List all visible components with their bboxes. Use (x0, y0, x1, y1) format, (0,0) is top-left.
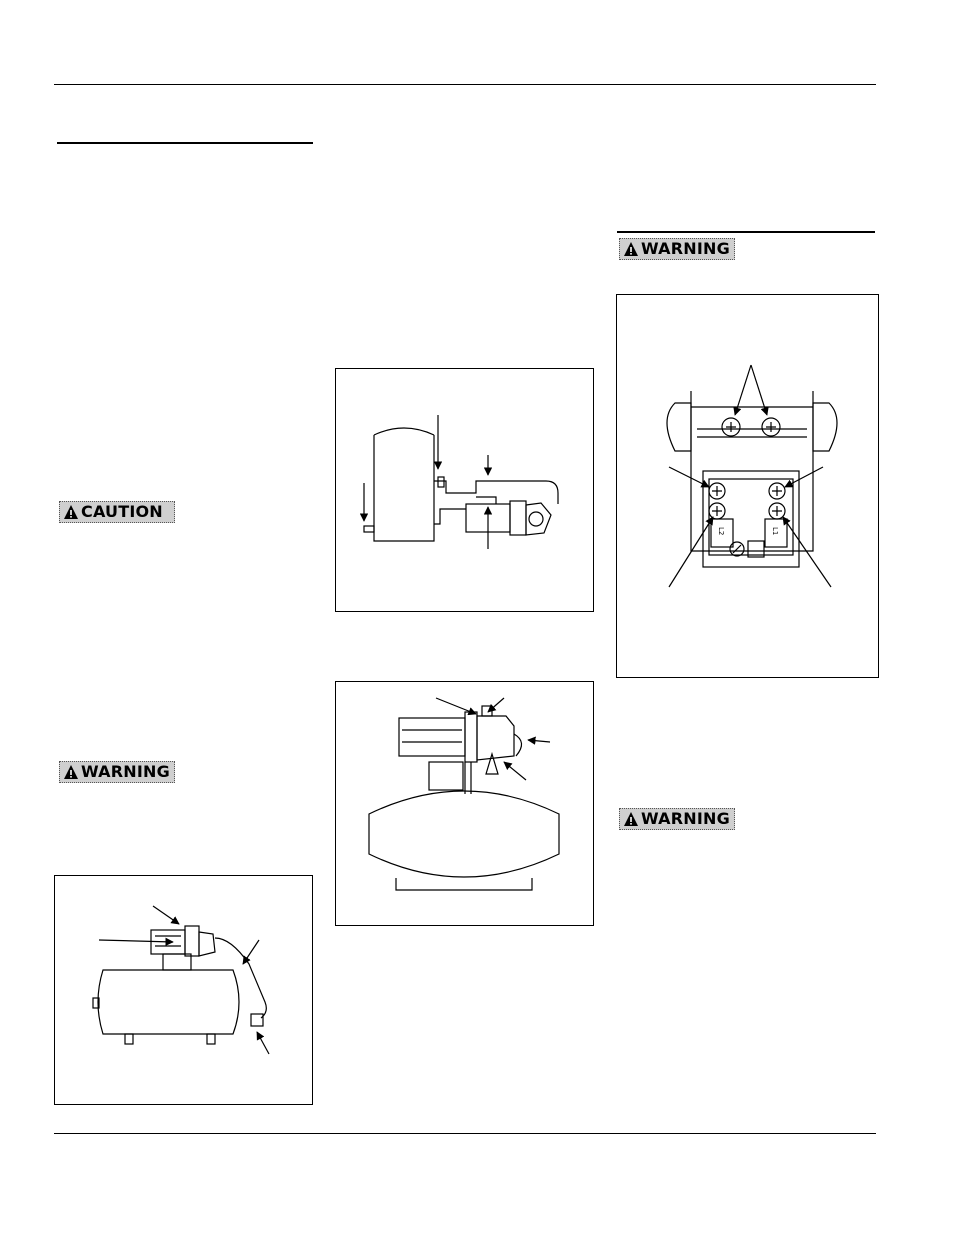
hazard-triangle-icon (63, 504, 79, 520)
figure-spherical-tank (335, 681, 594, 926)
warning-label: WARNING (81, 762, 170, 781)
warning-badge-bottom-right (619, 808, 735, 830)
hazard-triangle-icon (623, 241, 639, 257)
section-heading-underline (57, 142, 313, 144)
pump-horizontal-tank-diagram (55, 876, 314, 1106)
warning-badge-top-right (619, 238, 735, 260)
warning-label: WARNING (641, 809, 730, 828)
pump-vertical-tank-diagram (336, 369, 595, 613)
terminal-label-l1: L1 (771, 527, 779, 536)
warning-heading-rule (617, 231, 875, 233)
figure-horizontal-tank (54, 875, 313, 1105)
pressure-switch-terminal-diagram (617, 295, 880, 679)
caution-label: CAUTION (81, 502, 163, 521)
figure-vertical-tank (335, 368, 594, 612)
footer-rule (54, 1133, 876, 1134)
hazard-triangle-icon (63, 764, 79, 780)
warning-badge-left (59, 761, 175, 783)
warning-label: WARNING (641, 239, 730, 258)
caution-badge (59, 501, 175, 523)
hazard-triangle-icon (623, 811, 639, 827)
header-rule (54, 84, 876, 85)
pump-on-spherical-tank-diagram (336, 682, 595, 927)
figure-pressure-switch (616, 294, 879, 678)
terminal-label-l2: L2 (717, 527, 725, 536)
